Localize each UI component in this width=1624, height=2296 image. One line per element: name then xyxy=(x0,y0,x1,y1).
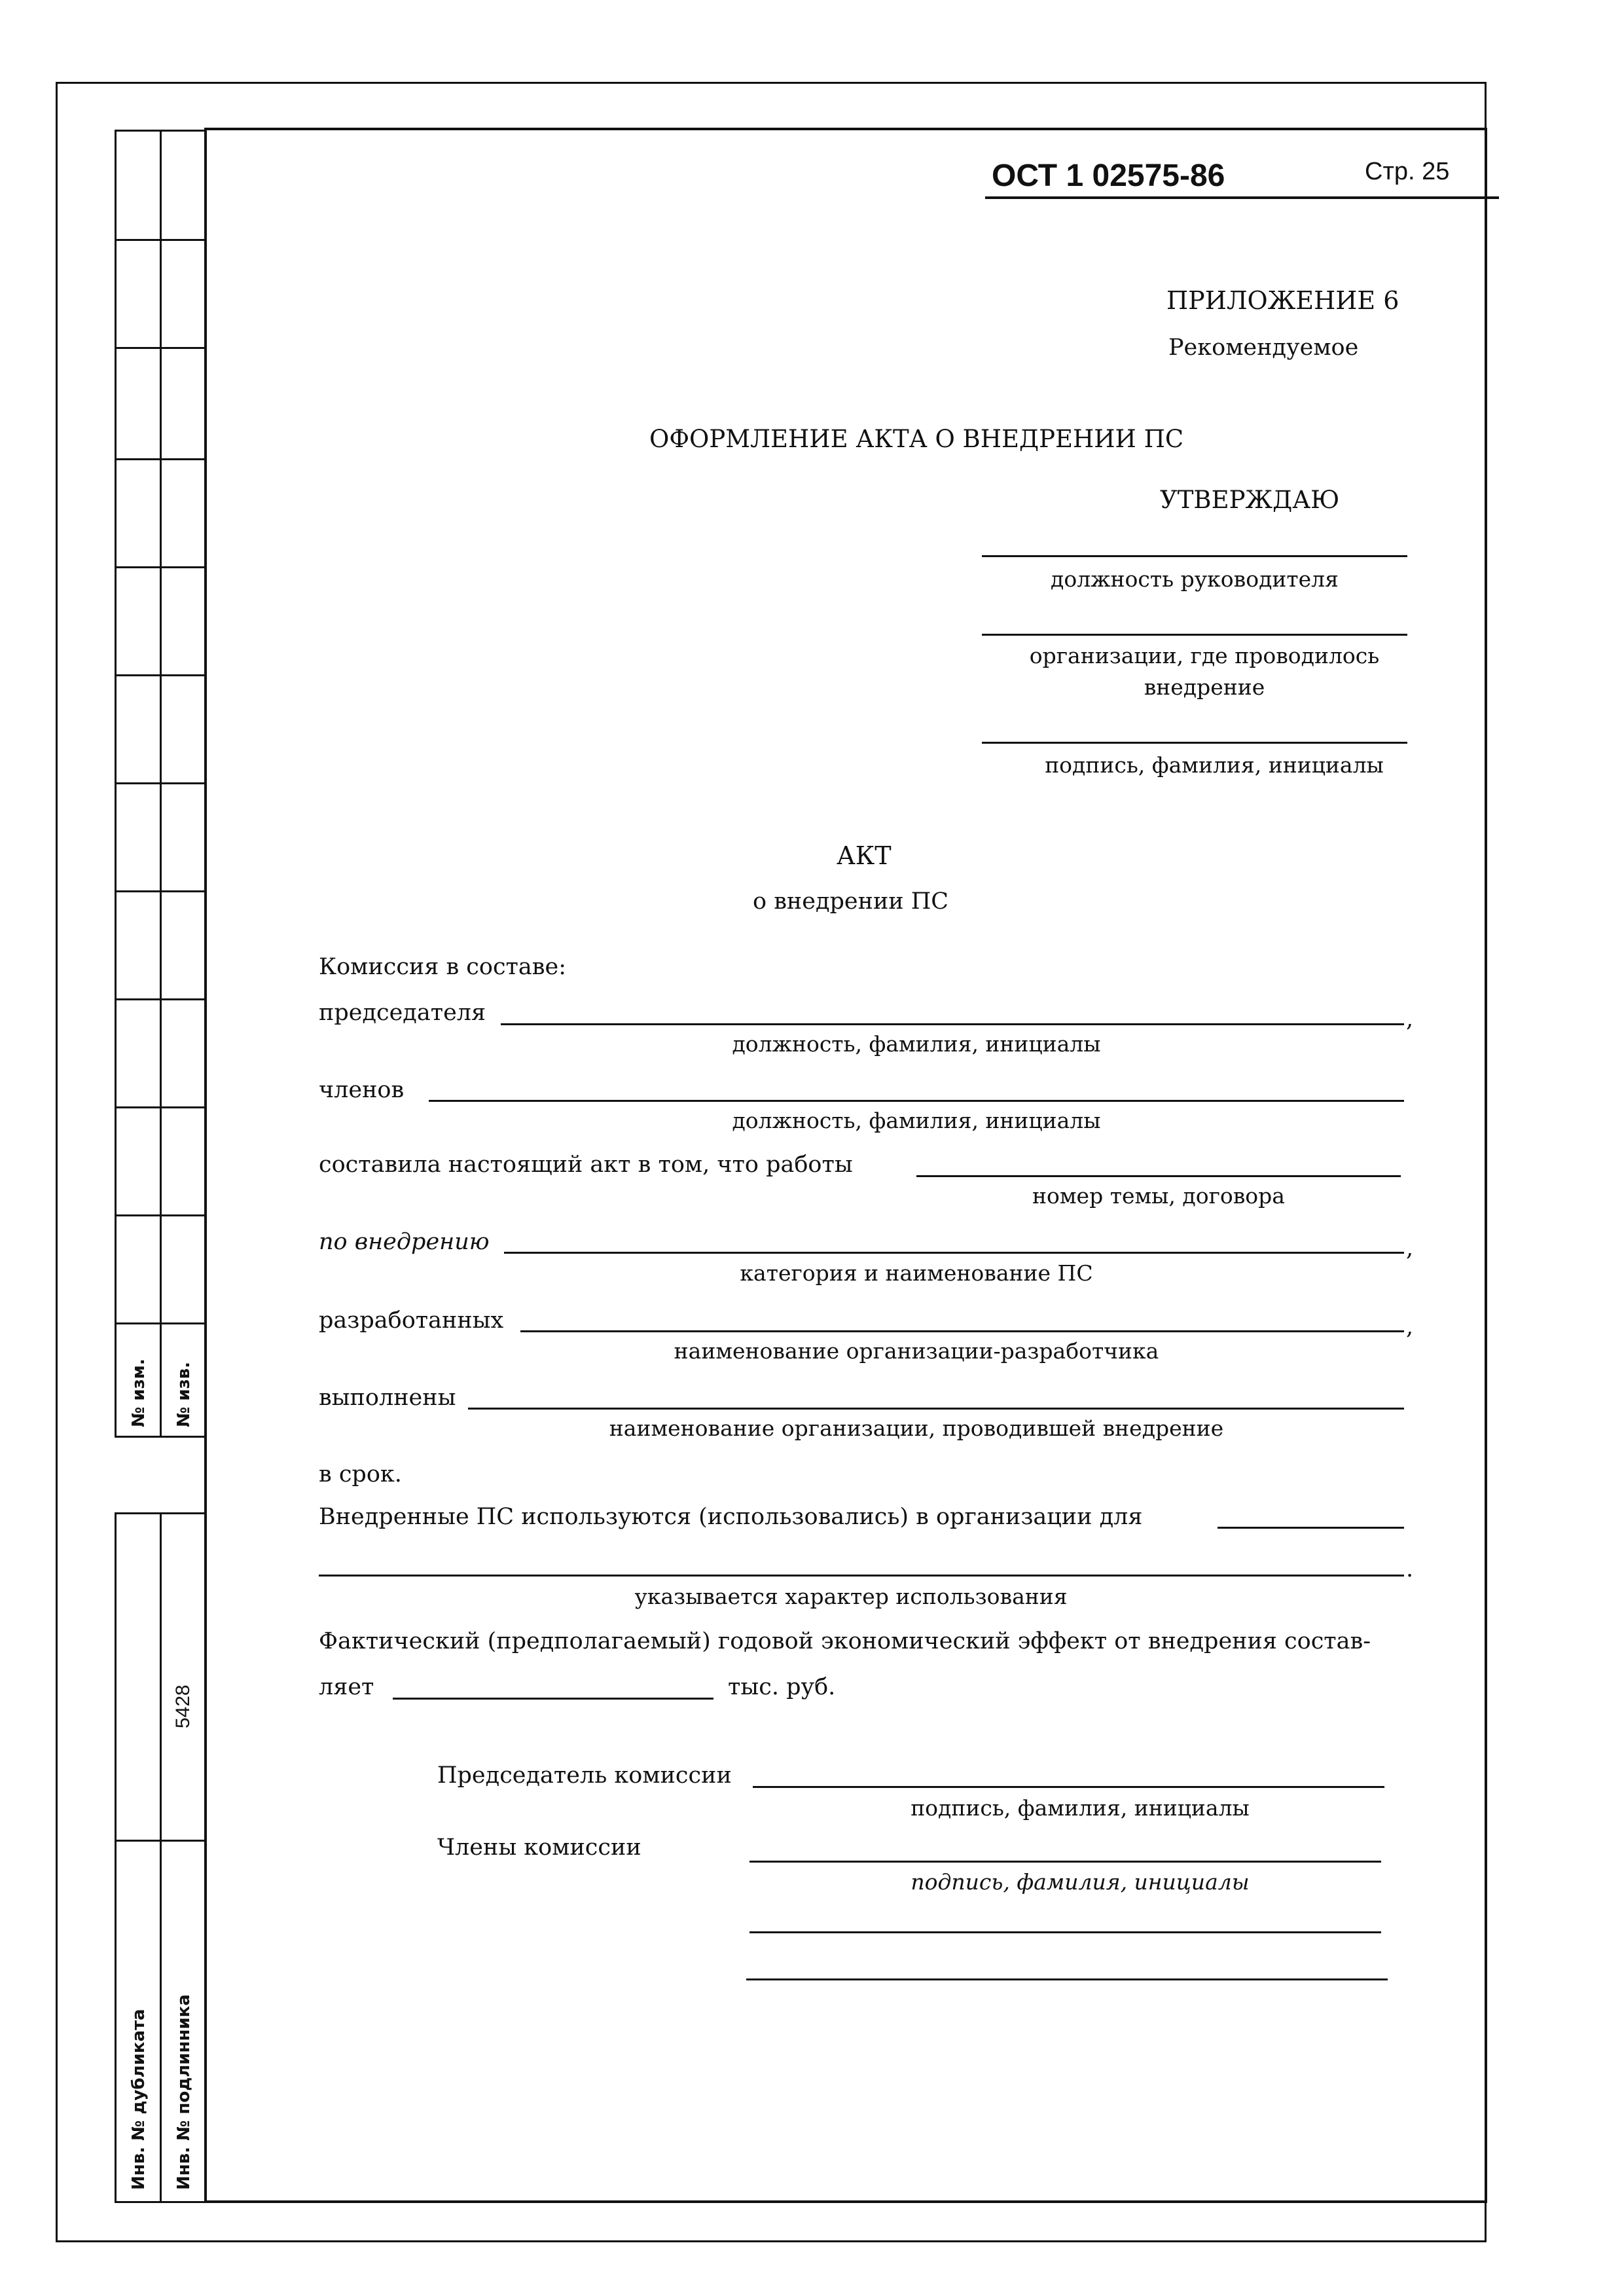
sidebar-inv-original: Инв. № подлинника xyxy=(174,1994,194,2190)
members-label: членов xyxy=(319,1077,405,1103)
effect-label: ляет xyxy=(319,1674,374,1700)
act-subtitle: о внедрении ПС xyxy=(753,888,949,915)
sidebar-row xyxy=(115,674,204,676)
implementation-caption: категория и наименование ПС xyxy=(740,1260,1093,1286)
signature-chairman-caption: подпись, фамилия, инициалы xyxy=(911,1795,1250,1821)
done-label: выполнены xyxy=(319,1385,456,1411)
sidebar-row xyxy=(115,347,204,349)
sidebar-row xyxy=(115,566,204,568)
signature-members-caption: подпись, фамилия, инициалы xyxy=(911,1869,1250,1895)
sidebar-row xyxy=(115,1106,204,1108)
chairman-label: председателя xyxy=(319,1000,486,1026)
sidebar-row xyxy=(115,1322,204,1324)
sidebar-inv-number: 5428 xyxy=(172,1685,194,1728)
sidebar-inv-duplicate: Инв. № дубликата xyxy=(129,2009,149,2190)
approval-line-1 xyxy=(982,555,1407,557)
implementation-comma: , xyxy=(1406,1235,1414,1262)
implementation-label: по внедрению xyxy=(319,1229,490,1255)
sidebar-notice-no: № изв. xyxy=(174,1362,194,1427)
effect-unit: тыс. руб. xyxy=(728,1674,836,1700)
chairman-caption: должность, фамилия, инициалы xyxy=(732,1031,1101,1057)
compiled-line xyxy=(916,1175,1401,1177)
page-number: Стр. 25 xyxy=(1365,158,1450,185)
appendix-status: Рекомендуемое xyxy=(1168,335,1359,361)
signature-members-line-2 xyxy=(749,1931,1381,1933)
developed-caption: наименование организации-разработчика xyxy=(674,1338,1159,1364)
deadline-text: в срок. xyxy=(319,1461,402,1487)
usage-caption: указывается характер использования xyxy=(634,1584,1068,1609)
signature-members-line-1 xyxy=(749,1861,1381,1863)
usage-text: Внедренные ПС используются (использовались) в организации для xyxy=(319,1504,1143,1530)
header-underline xyxy=(985,196,1499,199)
act-title: АКТ xyxy=(837,841,892,870)
sidebar-row xyxy=(115,239,204,241)
approval-caption-2a: организации, где проводилось xyxy=(1029,643,1380,668)
sidebar-row xyxy=(115,998,204,1000)
approval-caption-2b: внедрение xyxy=(1144,674,1265,700)
signature-chairman-line xyxy=(753,1786,1384,1788)
commission-text: Комиссия в составе: xyxy=(319,954,566,980)
developed-comma: , xyxy=(1406,1314,1414,1340)
signature-chairman-label: Председатель комиссии xyxy=(437,1762,732,1789)
signature-members-line-3 xyxy=(746,1978,1388,1980)
sidebar-row xyxy=(115,1840,204,1842)
appendix-number: ПРИЛОЖЕНИЕ 6 xyxy=(1166,286,1399,315)
members-caption: должность, фамилия, инициалы xyxy=(732,1108,1101,1133)
signature-members-label: Члены комиссии xyxy=(437,1834,641,1861)
compiled-caption: номер темы, договора xyxy=(1032,1183,1285,1209)
compiled-label: составила настоящий акт в том, что работы xyxy=(319,1152,853,1178)
chairman-line xyxy=(501,1023,1404,1025)
members-line xyxy=(429,1100,1404,1102)
approval-caption-3: подпись, фамилия, инициалы xyxy=(1045,752,1384,778)
effect-text: Фактический (предполагаемый) годовой экономический эффект от внедрения состав- xyxy=(319,1628,1371,1654)
usage-line-1 xyxy=(1218,1527,1404,1529)
chairman-comma: , xyxy=(1406,1006,1414,1032)
sidebar-row xyxy=(115,782,204,784)
sidebar-row xyxy=(115,458,204,460)
effect-line xyxy=(393,1698,713,1700)
developed-label: разработанных xyxy=(319,1307,504,1334)
standard-number: ОСТ 1 02575-86 xyxy=(992,158,1225,193)
sidebar-row xyxy=(115,890,204,892)
usage-period: . xyxy=(1406,1556,1414,1582)
approval-caption-1: должность руководителя xyxy=(1051,566,1339,592)
developed-line xyxy=(520,1330,1404,1332)
sidebar-bottom-divider xyxy=(160,1512,162,2203)
page-title: ОФОРМЛЕНИЕ АКТА О ВНЕДРЕНИИ ПС xyxy=(649,425,1184,453)
approval-line-2 xyxy=(982,634,1407,636)
done-caption: наименование организации, проводившей внедрение xyxy=(609,1415,1224,1441)
sidebar-row xyxy=(115,1214,204,1216)
done-line xyxy=(468,1408,1404,1410)
sidebar-change-no: № изм. xyxy=(129,1358,149,1427)
implementation-line xyxy=(504,1252,1404,1254)
approval-line-3 xyxy=(982,742,1407,744)
approval-title: УТВЕРЖДАЮ xyxy=(1160,486,1340,514)
usage-line-2 xyxy=(319,1575,1404,1576)
